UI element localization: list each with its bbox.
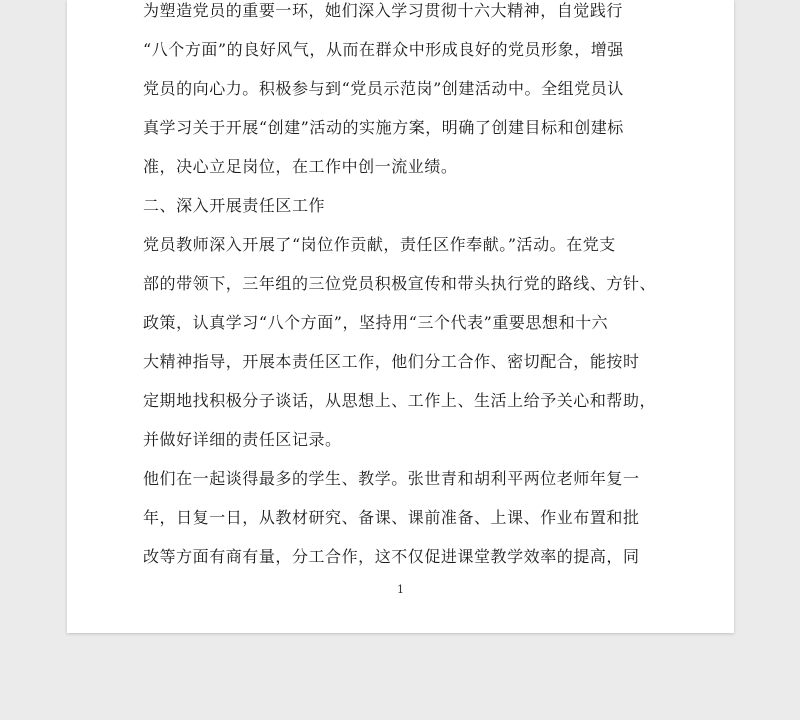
text-line: 真学习关于开展“创建”活动的实施方案，明确了创建目标和创建标	[143, 118, 624, 137]
text-line: 党员教师深入开展了“岗位作贡献，责任区作奉献。”活动。在党支	[143, 235, 616, 254]
section-heading: 二、深入开展责任区工作	[143, 196, 326, 215]
text-line: 并做好详细的责任区记录。	[143, 430, 342, 449]
page-number: 1	[397, 583, 404, 596]
text-line: 大精神指导，开展本责任区工作，他们分工合作、密切配合，能按时	[143, 352, 640, 371]
text-line: 准，决心立足岗位，在工作中创一流业绩。	[143, 157, 458, 176]
text-line: 党员的向心力。积极参与到“党员示范岗”创建活动中。全组党员认	[143, 79, 624, 98]
text-line: 政策，认真学习“八个方面”，坚持用“三个代表”重要思想和十六	[143, 313, 609, 332]
text-line: 他们在一起谈得最多的学生、教学。张世青和胡利平两位老师年复一	[143, 469, 640, 488]
text-line: 为塑造党员的重要一环，她们深入学习贯彻十六大精神，自觉践行	[143, 1, 623, 20]
text-line: 改等方面有商有量，分工合作，这不仅促进课堂教学效率的提高，同	[143, 547, 640, 566]
text-line: 部的带领下，三年组的三位党员积极宣传和带头执行党的路线、方针、	[143, 274, 657, 293]
text-line: 年，日复一日，从教材研究、备课、课前准备、上课、作业布置和批	[143, 508, 640, 527]
document-page	[67, 0, 734, 633]
text-line: 定期地找积极分子谈话，从思想上、工作上、生活上给予关心和帮助，	[143, 391, 657, 410]
document-body	[143, 0, 661, 576]
text-line: “八个方面”的良好风气，从而在群众中形成良好的党员形象，增强	[143, 40, 624, 59]
